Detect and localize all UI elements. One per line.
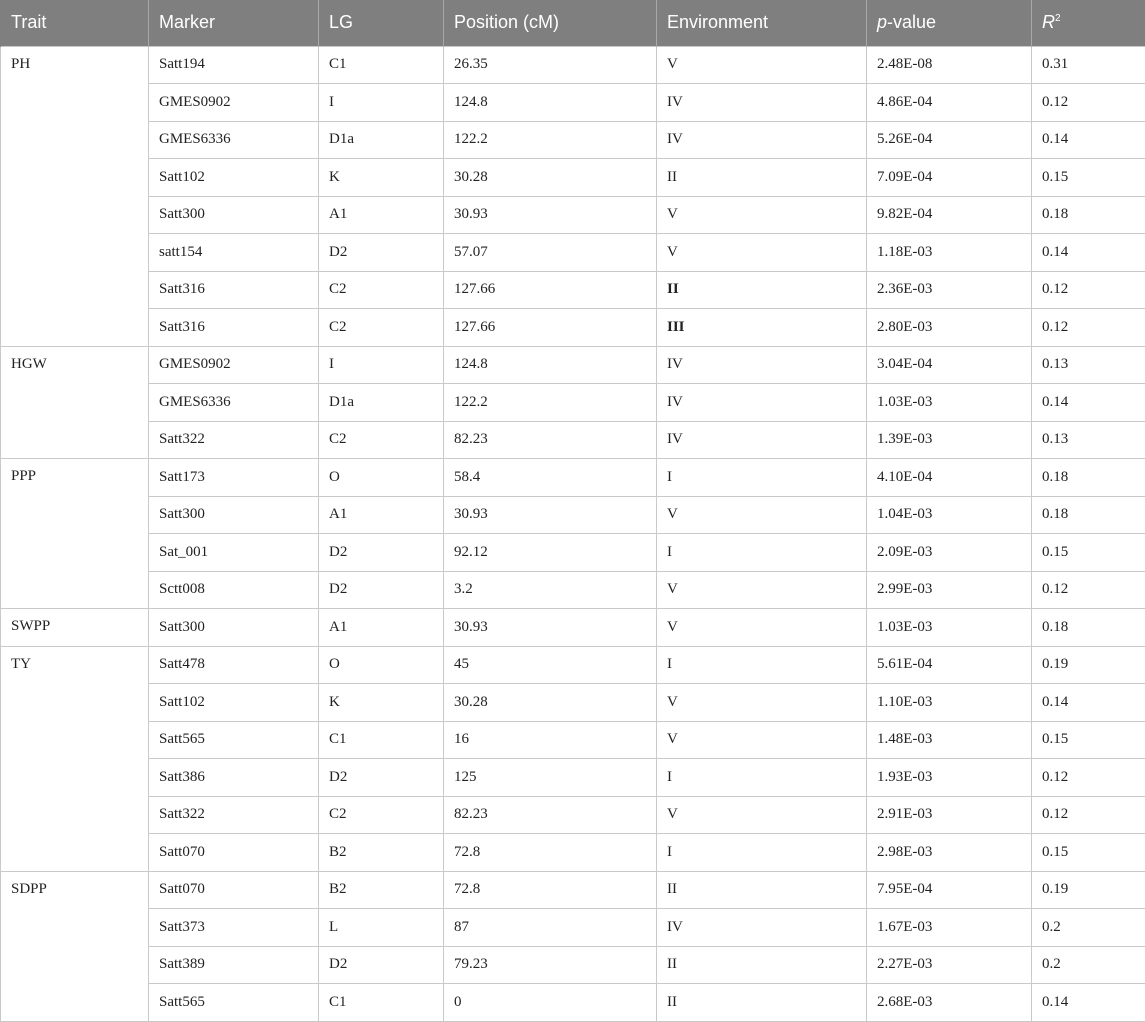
header-p-value [867, 0, 1032, 46]
lg-cell: K [319, 684, 444, 722]
table-row [1, 46, 1145, 84]
marker-cell: Satt102 [149, 159, 319, 197]
marker-cell: Sctt008 [149, 571, 319, 609]
position-cell: 127.66 [444, 309, 657, 347]
environment-cell: IV [657, 121, 867, 159]
header-trait: Trait [1, 0, 149, 46]
r2-cell: 0.13 [1032, 346, 1145, 384]
marker-cell: Satt386 [149, 759, 319, 797]
r2-cell: 0.12 [1032, 796, 1145, 834]
p-value-cell: 1.04E-03 [867, 496, 1032, 534]
environment-cell: V [657, 796, 867, 834]
position-cell: 124.8 [444, 346, 657, 384]
trait-cell: HGW [1, 346, 149, 459]
position-cell: 16 [444, 721, 657, 759]
marker-cell: GMES0902 [149, 346, 319, 384]
position-cell: 0 [444, 984, 657, 1022]
position-cell: 30.93 [444, 609, 657, 647]
environment-cell: I [657, 759, 867, 797]
table-row [1, 159, 1145, 197]
marker-cell: Satt070 [149, 834, 319, 872]
position-cell: 30.28 [444, 684, 657, 722]
lg-cell: C2 [319, 309, 444, 347]
table-row [1, 84, 1145, 122]
marker-cell: Satt300 [149, 496, 319, 534]
table-row [1, 721, 1145, 759]
table-row [1, 309, 1145, 347]
header-position: Position (cM) [444, 0, 657, 46]
environment-cell: I [657, 646, 867, 684]
marker-cell: Satt373 [149, 909, 319, 947]
r2-cell: 0.15 [1032, 721, 1145, 759]
position-cell: 127.66 [444, 271, 657, 309]
p-value-cell: 1.39E-03 [867, 421, 1032, 459]
table-row [1, 196, 1145, 234]
table-row [1, 534, 1145, 572]
table-row [1, 121, 1145, 159]
p-value-cell: 1.93E-03 [867, 759, 1032, 797]
trait-cell: PPP [1, 459, 149, 609]
environment-cell: IV [657, 421, 867, 459]
table-row [1, 421, 1145, 459]
table-row [1, 796, 1145, 834]
lg-cell: I [319, 84, 444, 122]
r2-cell: 0.12 [1032, 84, 1145, 122]
environment-cell: I [657, 834, 867, 872]
position-cell: 87 [444, 909, 657, 947]
r2-cell: 0.14 [1032, 234, 1145, 272]
marker-cell: GMES6336 [149, 384, 319, 422]
environment-cell: V [657, 496, 867, 534]
position-cell: 82.23 [444, 421, 657, 459]
table-row [1, 759, 1145, 797]
r2-cell: 0.14 [1032, 121, 1145, 159]
environment-cell: II [657, 159, 867, 197]
environment-cell: V [657, 46, 867, 84]
position-cell: 82.23 [444, 796, 657, 834]
lg-cell: C2 [319, 421, 444, 459]
table-body [1, 46, 1145, 1021]
header-environment: Environment [657, 0, 867, 46]
environment-cell: II [657, 271, 867, 309]
lg-cell: D1a [319, 121, 444, 159]
p-value-cell: 2.27E-03 [867, 946, 1032, 984]
marker-cell: Satt316 [149, 271, 319, 309]
table-row [1, 909, 1145, 947]
lg-cell: A1 [319, 196, 444, 234]
header-marker: Marker [149, 0, 319, 46]
p-value-cell: 9.82E-04 [867, 196, 1032, 234]
position-cell: 79.23 [444, 946, 657, 984]
p-value-cell: 2.36E-03 [867, 271, 1032, 309]
header-r2 [1032, 0, 1145, 46]
lg-cell: C2 [319, 796, 444, 834]
table-header [1, 0, 1145, 46]
lg-cell: D1a [319, 384, 444, 422]
lg-cell: C1 [319, 46, 444, 84]
environment-cell: V [657, 196, 867, 234]
position-cell: 3.2 [444, 571, 657, 609]
environment-cell: V [657, 571, 867, 609]
r2-cell: 0.31 [1032, 46, 1145, 84]
p-value-cell: 4.10E-04 [867, 459, 1032, 497]
marker-cell: Satt478 [149, 646, 319, 684]
lg-cell: D2 [319, 759, 444, 797]
p-value-cell: 3.04E-04 [867, 346, 1032, 384]
trait-cell: PH [1, 46, 149, 346]
r2-cell: 0.15 [1032, 834, 1145, 872]
header-p-suffix: -value [887, 12, 936, 32]
lg-cell: A1 [319, 496, 444, 534]
position-cell: 72.8 [444, 834, 657, 872]
environment-cell: IV [657, 346, 867, 384]
position-cell: 26.35 [444, 46, 657, 84]
position-cell: 92.12 [444, 534, 657, 572]
table-row [1, 496, 1145, 534]
table-row [1, 384, 1145, 422]
table-row [1, 834, 1145, 872]
environment-cell: I [657, 459, 867, 497]
lg-cell: C1 [319, 721, 444, 759]
r2-cell: 0.12 [1032, 309, 1145, 347]
marker-cell: Satt565 [149, 721, 319, 759]
table-row [1, 571, 1145, 609]
header-p-italic: p [877, 12, 887, 32]
header-lg: LG [319, 0, 444, 46]
environment-cell: IV [657, 84, 867, 122]
environment-cell: V [657, 684, 867, 722]
header-r2-base: R [1042, 12, 1055, 32]
r2-cell: 0.2 [1032, 909, 1145, 947]
lg-cell: B2 [319, 871, 444, 909]
trait-cell: SDPP [1, 871, 149, 1021]
table-row [1, 646, 1145, 684]
lg-cell: D2 [319, 946, 444, 984]
lg-cell: D2 [319, 234, 444, 272]
p-value-cell: 2.91E-03 [867, 796, 1032, 834]
marker-cell: Satt300 [149, 609, 319, 647]
p-value-cell: 1.48E-03 [867, 721, 1032, 759]
lg-cell: A1 [319, 609, 444, 647]
header-r2-sup: 2 [1055, 13, 1061, 24]
lg-cell: B2 [319, 834, 444, 872]
r2-cell: 0.14 [1032, 984, 1145, 1022]
p-value-cell: 1.10E-03 [867, 684, 1032, 722]
environment-cell: II [657, 946, 867, 984]
marker-cell: Satt102 [149, 684, 319, 722]
header-row [1, 0, 1145, 46]
environment-cell: V [657, 609, 867, 647]
marker-cell: Satt322 [149, 796, 319, 834]
position-cell: 30.28 [444, 159, 657, 197]
lg-cell: C1 [319, 984, 444, 1022]
position-cell: 122.2 [444, 121, 657, 159]
environment-cell: IV [657, 384, 867, 422]
position-cell: 30.93 [444, 496, 657, 534]
position-cell: 30.93 [444, 196, 657, 234]
table-row [1, 346, 1145, 384]
marker-cell: Satt322 [149, 421, 319, 459]
p-value-cell: 2.80E-03 [867, 309, 1032, 347]
lg-cell: D2 [319, 571, 444, 609]
table-row [1, 234, 1145, 272]
lg-cell: D2 [319, 534, 444, 572]
r2-cell: 0.18 [1032, 496, 1145, 534]
lg-cell: O [319, 646, 444, 684]
r2-cell: 0.19 [1032, 646, 1145, 684]
r2-cell: 0.12 [1032, 271, 1145, 309]
marker-cell: Satt173 [149, 459, 319, 497]
r2-cell: 0.12 [1032, 759, 1145, 797]
lg-cell: I [319, 346, 444, 384]
r2-cell: 0.15 [1032, 534, 1145, 572]
lg-cell: L [319, 909, 444, 947]
p-value-cell: 4.86E-04 [867, 84, 1032, 122]
environment-cell: IV [657, 909, 867, 947]
p-value-cell: 2.68E-03 [867, 984, 1032, 1022]
table-row [1, 871, 1145, 909]
table-row [1, 459, 1145, 497]
marker-cell: Satt300 [149, 196, 319, 234]
p-value-cell: 2.09E-03 [867, 534, 1032, 572]
marker-cell: satt154 [149, 234, 319, 272]
r2-cell: 0.18 [1032, 196, 1145, 234]
marker-cell: Satt389 [149, 946, 319, 984]
p-value-cell: 7.95E-04 [867, 871, 1032, 909]
p-value-cell: 2.48E-08 [867, 46, 1032, 84]
trait-cell: TY [1, 646, 149, 871]
table-row [1, 946, 1145, 984]
lg-cell: O [319, 459, 444, 497]
environment-cell: V [657, 234, 867, 272]
table-row [1, 984, 1145, 1022]
p-value-cell: 2.99E-03 [867, 571, 1032, 609]
p-value-cell: 1.03E-03 [867, 609, 1032, 647]
r2-cell: 0.2 [1032, 946, 1145, 984]
environment-cell: III [657, 309, 867, 347]
position-cell: 122.2 [444, 384, 657, 422]
p-value-cell: 1.67E-03 [867, 909, 1032, 947]
marker-cell: Satt316 [149, 309, 319, 347]
position-cell: 57.07 [444, 234, 657, 272]
table-row [1, 271, 1145, 309]
r2-cell: 0.15 [1032, 159, 1145, 197]
environment-cell: V [657, 721, 867, 759]
p-value-cell: 5.61E-04 [867, 646, 1032, 684]
table-row [1, 684, 1145, 722]
p-value-cell: 2.98E-03 [867, 834, 1032, 872]
marker-cell: GMES6336 [149, 121, 319, 159]
environment-cell: II [657, 984, 867, 1022]
r2-cell: 0.12 [1032, 571, 1145, 609]
marker-cell: Sat_001 [149, 534, 319, 572]
lg-cell: K [319, 159, 444, 197]
marker-cell: Satt565 [149, 984, 319, 1022]
environment-cell: II [657, 871, 867, 909]
trait-cell: SWPP [1, 609, 149, 647]
r2-cell: 0.14 [1032, 384, 1145, 422]
lg-cell: C2 [319, 271, 444, 309]
p-value-cell: 1.03E-03 [867, 384, 1032, 422]
marker-cell: Satt194 [149, 46, 319, 84]
table-row [1, 609, 1145, 647]
p-value-cell: 7.09E-04 [867, 159, 1032, 197]
position-cell: 45 [444, 646, 657, 684]
r2-cell: 0.18 [1032, 459, 1145, 497]
p-value-cell: 5.26E-04 [867, 121, 1032, 159]
r2-cell: 0.13 [1032, 421, 1145, 459]
r2-cell: 0.18 [1032, 609, 1145, 647]
p-value-cell: 1.18E-03 [867, 234, 1032, 272]
position-cell: 125 [444, 759, 657, 797]
r2-cell: 0.14 [1032, 684, 1145, 722]
environment-cell: I [657, 534, 867, 572]
position-cell: 124.8 [444, 84, 657, 122]
r2-cell: 0.19 [1032, 871, 1145, 909]
marker-cell: GMES0902 [149, 84, 319, 122]
marker-cell: Satt070 [149, 871, 319, 909]
position-cell: 58.4 [444, 459, 657, 497]
position-cell: 72.8 [444, 871, 657, 909]
